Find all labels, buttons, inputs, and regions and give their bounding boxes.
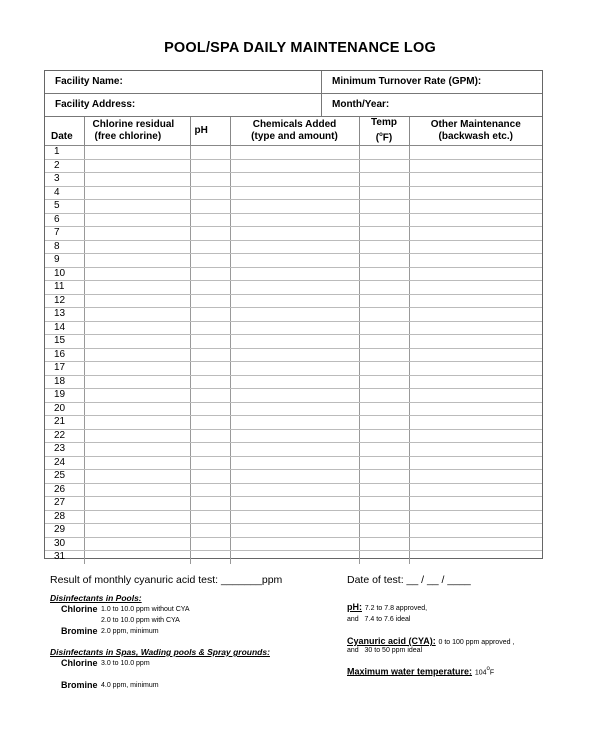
chlorine-cell[interactable] [84, 348, 190, 362]
day-row [45, 254, 542, 268]
day-number: 1 [45, 146, 84, 160]
day-number: 26 [45, 483, 84, 497]
day-number: 24 [45, 456, 84, 470]
chlorine-cell[interactable] [84, 456, 190, 470]
ph-cell[interactable] [190, 213, 230, 227]
temp-cell[interactable] [359, 294, 409, 308]
day-number: 14 [45, 321, 84, 335]
chlorine-cell[interactable] [84, 389, 190, 403]
day-number: 29 [45, 524, 84, 538]
temp-cell[interactable] [359, 443, 409, 457]
chlorine-cell[interactable] [84, 402, 190, 416]
day-row [45, 402, 542, 416]
ph-cell[interactable] [190, 524, 230, 538]
ph-cell[interactable] [190, 443, 230, 457]
ph-cell[interactable] [190, 186, 230, 200]
maintenance-log-table [44, 70, 543, 563]
chlorine-cell[interactable] [84, 321, 190, 335]
max-temp-label: Maximum water temperature: [347, 666, 473, 677]
chemicals-cell[interactable] [230, 281, 359, 295]
pool-chlorine-range-1: 1.0 to 10.0 ppm without CYA [101, 606, 190, 613]
chlorine-cell[interactable] [84, 510, 190, 524]
chlorine-cell[interactable] [84, 497, 190, 511]
ph-cell[interactable] [190, 227, 230, 241]
chemicals-cell[interactable] [230, 402, 359, 416]
chemicals-cell[interactable] [230, 524, 359, 538]
ph-cell[interactable] [190, 537, 230, 551]
day-number: 22 [45, 429, 84, 443]
ph-cell[interactable] [190, 294, 230, 308]
chlorine-cell[interactable] [84, 186, 190, 200]
chlorine-cell[interactable] [84, 429, 190, 443]
other-maintenance-cell[interactable] [409, 375, 542, 389]
chemicals-cell[interactable] [230, 335, 359, 349]
day-row [45, 429, 542, 443]
chemicals-cell[interactable] [230, 240, 359, 254]
other-maintenance-cell[interactable] [409, 470, 542, 484]
day-number: 17 [45, 362, 84, 376]
cya-ideal-line: and 30 to 50 ppm ideal [347, 647, 423, 654]
ph-cell[interactable] [190, 240, 230, 254]
ph-cell[interactable] [190, 416, 230, 430]
chlorine-cell[interactable] [84, 173, 190, 187]
facility-row [45, 71, 542, 94]
chlorine-cell[interactable] [84, 227, 190, 241]
day-row [45, 551, 542, 564]
max-temp-line: Maximum water temperature: 104$^o$F [347, 666, 495, 677]
chlorine-cell[interactable] [84, 159, 190, 173]
chlorine-cell[interactable] [84, 443, 190, 457]
day-row [45, 281, 542, 295]
other-maintenance-cell[interactable] [409, 321, 542, 335]
temp-cell[interactable] [359, 416, 409, 430]
day-row [45, 335, 542, 349]
ph-cell[interactable] [190, 254, 230, 268]
divider [321, 71, 322, 93]
temp-cell[interactable] [359, 375, 409, 389]
other-maintenance-cell[interactable] [409, 348, 542, 362]
other-maintenance-cell[interactable] [409, 335, 542, 349]
day-number: 20 [45, 402, 84, 416]
ph-cell[interactable] [190, 456, 230, 470]
temp-cell[interactable] [359, 308, 409, 322]
pools-section-title: Disinfectants in Pools: [50, 593, 142, 603]
temp-cell[interactable] [359, 335, 409, 349]
temp-cell[interactable] [359, 213, 409, 227]
chemicals-cell[interactable] [230, 375, 359, 389]
day-number: 3 [45, 173, 84, 187]
day-number: 31 [45, 551, 84, 564]
ph-cell[interactable] [190, 375, 230, 389]
turnover-rate-label: Minimum Turnover Rate (GPM): [332, 76, 482, 87]
temp-cell[interactable] [359, 173, 409, 187]
day-number: 6 [45, 213, 84, 227]
day-row [45, 375, 542, 389]
day-row [45, 200, 542, 214]
day-number: 4 [45, 186, 84, 200]
temp-cell[interactable] [359, 551, 409, 564]
chlorine-cell[interactable] [84, 308, 190, 322]
day-row [45, 146, 542, 160]
chlorine-cell[interactable] [84, 524, 190, 538]
chlorine-cell[interactable] [84, 537, 190, 551]
other-maintenance-cell[interactable] [409, 240, 542, 254]
temp-cell[interactable] [359, 186, 409, 200]
ph-cell[interactable] [190, 510, 230, 524]
chemicals-cell[interactable] [230, 146, 359, 160]
day-row [45, 227, 542, 241]
day-number: 15 [45, 335, 84, 349]
day-number: 23 [45, 443, 84, 457]
other-maintenance-cell[interactable] [409, 186, 542, 200]
other-maintenance-cell[interactable] [409, 213, 542, 227]
ph-cell[interactable] [190, 389, 230, 403]
pool-chlorine-range-2: 2.0 to 10.0 ppm with CYA [101, 617, 180, 624]
other-maintenance-cell[interactable] [409, 362, 542, 376]
temp-cell[interactable] [359, 429, 409, 443]
chemicals-cell[interactable] [230, 537, 359, 551]
ph-cell[interactable] [190, 483, 230, 497]
chlorine-cell[interactable] [84, 146, 190, 160]
other-maintenance-cell[interactable] [409, 159, 542, 173]
ph-cell[interactable] [190, 402, 230, 416]
temp-cell[interactable] [359, 321, 409, 335]
chemicals-cell[interactable] [230, 470, 359, 484]
temp-cell[interactable] [359, 497, 409, 511]
chemicals-cell[interactable] [230, 510, 359, 524]
chlorine-cell[interactable] [84, 240, 190, 254]
pool-chlorine-label: Chlorine [61, 604, 98, 614]
ph-cell[interactable] [190, 173, 230, 187]
day-row [45, 308, 542, 322]
other-maintenance-cell[interactable] [409, 429, 542, 443]
day-number: 11 [45, 281, 84, 295]
chlorine-cell[interactable] [84, 281, 190, 295]
chlorine-cell[interactable] [84, 213, 190, 227]
chlorine-cell[interactable] [84, 551, 190, 564]
other-maintenance-cell[interactable] [409, 483, 542, 497]
chemicals-cell[interactable] [230, 227, 359, 241]
ph-cell[interactable] [190, 551, 230, 564]
other-maintenance-cell[interactable] [409, 537, 542, 551]
ph-cell[interactable] [190, 470, 230, 484]
day-number: 10 [45, 267, 84, 281]
pool-bromine-label: Bromine [61, 626, 98, 636]
chlorine-cell[interactable] [84, 254, 190, 268]
temp-cell[interactable] [359, 402, 409, 416]
other-maintenance-cell[interactable] [409, 456, 542, 470]
chemicals-cell[interactable] [230, 389, 359, 403]
temp-cell[interactable] [359, 470, 409, 484]
other-maintenance-cell[interactable] [409, 200, 542, 214]
ph-ideal-line: and 7.4 to 7.6 ideal [347, 616, 411, 623]
spa-bromine-range: 4.0 ppm, minimum [101, 682, 159, 689]
column-header-row [45, 117, 542, 146]
ph-cell[interactable] [190, 348, 230, 362]
col-other-maintenance: Other Maintenance (backwash etc.) [409, 117, 542, 146]
temp-cell[interactable] [359, 348, 409, 362]
temp-cell[interactable] [359, 281, 409, 295]
ph-cell[interactable] [190, 321, 230, 335]
other-maintenance-cell[interactable] [409, 497, 542, 511]
day-number: 2 [45, 159, 84, 173]
other-maintenance-cell[interactable] [409, 173, 542, 187]
chemicals-cell[interactable] [230, 348, 359, 362]
chemicals-cell[interactable] [230, 321, 359, 335]
day-row [45, 416, 542, 430]
col-date: Date [45, 117, 84, 146]
chlorine-cell[interactable] [84, 335, 190, 349]
day-number: 7 [45, 227, 84, 241]
other-maintenance-cell[interactable] [409, 551, 542, 564]
day-row [45, 348, 542, 362]
day-row [45, 321, 542, 335]
other-maintenance-cell[interactable] [409, 308, 542, 322]
day-row [45, 483, 542, 497]
temp-cell[interactable] [359, 200, 409, 214]
day-row [45, 443, 542, 457]
ph-label: pH: [347, 602, 362, 612]
chlorine-cell[interactable] [84, 294, 190, 308]
temp-cell[interactable] [359, 159, 409, 173]
chemicals-cell[interactable] [230, 456, 359, 470]
ph-range-line: pH: 7.2 to 7.8 approved, [347, 602, 428, 612]
other-maintenance-cell[interactable] [409, 267, 542, 281]
ph-cell[interactable] [190, 267, 230, 281]
day-row [45, 362, 542, 376]
day-number: 8 [45, 240, 84, 254]
temp-cell[interactable] [359, 524, 409, 538]
ph-cell[interactable] [190, 497, 230, 511]
day-row [45, 213, 542, 227]
chemicals-cell[interactable] [230, 186, 359, 200]
day-number: 16 [45, 348, 84, 362]
day-number: 13 [45, 308, 84, 322]
day-number: 27 [45, 497, 84, 511]
ph-cell[interactable] [190, 335, 230, 349]
other-maintenance-cell[interactable] [409, 389, 542, 403]
temp-cell[interactable] [359, 146, 409, 160]
chemicals-cell[interactable] [230, 159, 359, 173]
chemicals-cell[interactable] [230, 362, 359, 376]
day-row [45, 510, 542, 524]
day-row [45, 456, 542, 470]
ph-cell[interactable] [190, 200, 230, 214]
pool-bromine-range: 2.0 ppm, minimum [101, 628, 159, 635]
temp-cell[interactable] [359, 456, 409, 470]
day-row [45, 186, 542, 200]
ph-cell[interactable] [190, 429, 230, 443]
col-temp: Temp ($^o$F) [359, 117, 409, 146]
chemicals-cell[interactable] [230, 294, 359, 308]
chemicals-cell[interactable] [230, 483, 359, 497]
temp-cell[interactable] [359, 510, 409, 524]
spa-chlorine-label: Chlorine [61, 658, 98, 668]
ph-cell[interactable] [190, 146, 230, 160]
cya-range-line: Cyanuric acid (CYA): 0 to 100 ppm approved , [347, 636, 515, 646]
col-chemicals: Chemicals Added (type and amount) [230, 117, 359, 146]
spas-section-title: Disinfectants in Spas, Wading pools & Spray grounds: [50, 647, 270, 657]
ph-cell[interactable] [190, 362, 230, 376]
col-ph: pH [190, 117, 230, 146]
day-number: 18 [45, 375, 84, 389]
day-row [45, 524, 542, 538]
day-row [45, 240, 542, 254]
temp-cell[interactable] [359, 254, 409, 268]
chemicals-cell[interactable] [230, 551, 359, 564]
chlorine-cell[interactable] [84, 470, 190, 484]
other-maintenance-cell[interactable] [409, 402, 542, 416]
day-number: 5 [45, 200, 84, 214]
cya-label: Cyanuric acid (CYA): [347, 636, 436, 646]
day-row [45, 267, 542, 281]
spa-bromine-label: Bromine [61, 680, 98, 690]
other-maintenance-cell[interactable] [409, 254, 542, 268]
chlorine-cell[interactable] [84, 362, 190, 376]
temp-cell[interactable] [359, 267, 409, 281]
day-row [45, 159, 542, 173]
chemicals-cell[interactable] [230, 429, 359, 443]
day-row [45, 497, 542, 511]
temp-cell[interactable] [359, 483, 409, 497]
other-maintenance-cell[interactable] [409, 294, 542, 308]
day-number: 9 [45, 254, 84, 268]
other-maintenance-cell[interactable] [409, 416, 542, 430]
day-number: 28 [45, 510, 84, 524]
daily-log-grid [45, 117, 542, 564]
chlorine-cell[interactable] [84, 200, 190, 214]
temp-cell[interactable] [359, 362, 409, 376]
divider [321, 94, 322, 116]
other-maintenance-cell[interactable] [409, 510, 542, 524]
facility-address-label: Facility Address: [55, 99, 136, 110]
day-row [45, 537, 542, 551]
temp-cell[interactable] [359, 389, 409, 403]
ph-cell[interactable] [190, 159, 230, 173]
day-number: 19 [45, 389, 84, 403]
chemicals-cell[interactable] [230, 200, 359, 214]
address-row [45, 94, 542, 117]
ph-cell[interactable] [190, 308, 230, 322]
chlorine-cell[interactable] [84, 416, 190, 430]
other-maintenance-cell[interactable] [409, 443, 542, 457]
day-row [45, 173, 542, 187]
other-maintenance-cell[interactable] [409, 524, 542, 538]
ph-cell[interactable] [190, 281, 230, 295]
facility-name-label: Facility Name: [55, 76, 123, 87]
chlorine-cell[interactable] [84, 483, 190, 497]
chemicals-cell[interactable] [230, 173, 359, 187]
chlorine-cell[interactable] [84, 267, 190, 281]
page-title: POOL/SPA DAILY MAINTENANCE LOG [164, 40, 436, 56]
day-number: 21 [45, 416, 84, 430]
day-row [45, 294, 542, 308]
date-of-test-line: Date of test: __ / __ / ____ [347, 574, 471, 586]
temp-cell[interactable] [359, 537, 409, 551]
spa-chlorine-range: 3.0 to 10.0 ppm [101, 660, 150, 667]
other-maintenance-cell[interactable] [409, 281, 542, 295]
col-chlorine: Chlorine residual (free chlorine) [84, 117, 190, 146]
cya-result-line: Result of monthly cyanuric acid test: _______ppm [50, 574, 283, 586]
day-row [45, 389, 542, 403]
temp-cell[interactable] [359, 240, 409, 254]
day-row [45, 470, 542, 484]
chemicals-cell[interactable] [230, 213, 359, 227]
day-number: 25 [45, 470, 84, 484]
chemicals-cell[interactable] [230, 416, 359, 430]
chemicals-cell[interactable] [230, 254, 359, 268]
temp-cell[interactable] [359, 227, 409, 241]
chemicals-cell[interactable] [230, 267, 359, 281]
day-number: 30 [45, 537, 84, 551]
month-year-label: Month/Year: [332, 99, 390, 110]
chemicals-cell[interactable] [230, 497, 359, 511]
other-maintenance-cell[interactable] [409, 146, 542, 160]
chlorine-cell[interactable] [84, 375, 190, 389]
chemicals-cell[interactable] [230, 308, 359, 322]
day-number: 12 [45, 294, 84, 308]
chemicals-cell[interactable] [230, 443, 359, 457]
other-maintenance-cell[interactable] [409, 227, 542, 241]
